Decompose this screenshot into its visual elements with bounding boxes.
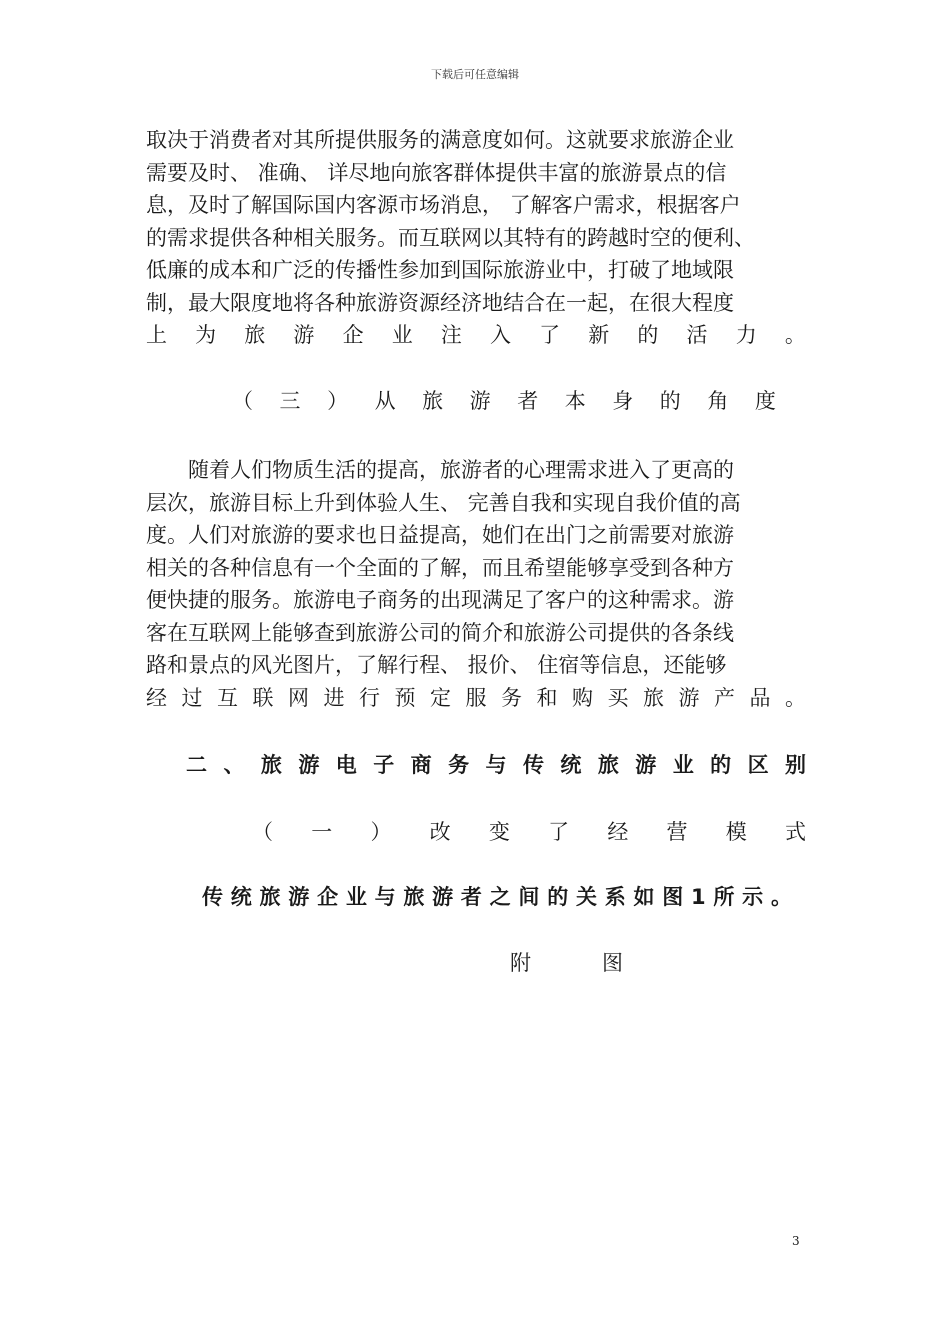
heading-spread: （ 一 ） 改 变 了 经 营 模 式 xyxy=(252,820,806,844)
text-line: 客在互联网上能够查到旅游公司的简介和旅游公司提供的各条线 xyxy=(146,620,734,645)
heading-spread: 传 统 旅 游 企 业 与 旅 游 者 之 间 的 关 系 如 图 1 所 示 。 xyxy=(202,885,792,909)
text-line: 的需求提供各种相关服务。而互联网以其特有的跨越时空的便利、 xyxy=(146,225,755,250)
text-line: 度。人们对旅游的要求也日益提高，她们在出门之前需要对旅游 xyxy=(146,523,734,547)
heading-spread: 附 图 xyxy=(510,951,623,975)
text-line: 需要及时、 准确、 详尽地向旅客群体提供丰富的旅游景点的信 xyxy=(146,160,727,185)
figure-caption xyxy=(510,943,623,983)
text-line: 取决于消费者对其所提供服务的满意度如何。这就要求旅游企业 xyxy=(146,128,734,152)
text-line: 低廉的成本和广泛的传播性参加到国际旅游业中，打破了地域限 xyxy=(146,258,734,282)
text-line: 相关的各种信息有一个全面的了解，而且希望能够享受到各种方 xyxy=(146,555,734,580)
text-line: 息，及时了解国际国内客源市场消息， 了解客户需求，根据客户 xyxy=(146,193,741,217)
paragraph-2 xyxy=(146,454,806,714)
text-line: 层次，旅游目标上升到体验人生、 完善自我和实现自我价值的高 xyxy=(146,490,741,515)
text-line: 经 过 互 联 网 进 行 预 定 服 务 和 购 买 旅 游 产 品 。 xyxy=(146,685,806,710)
page-number: 3 xyxy=(792,1234,800,1248)
text-line: 随着人们物质生活的提高，旅游者的心理需求进入了更高的 xyxy=(146,458,734,482)
bold-statement xyxy=(202,877,792,917)
text-line: 便快捷的服务。旅游电子商务的出现满足了客户的这种需求。游 xyxy=(146,588,734,612)
page-header: 下载后可任意编辑 xyxy=(431,68,519,81)
heading-spread: （ 三 ） 从 旅 游 者 本 身 的 角 度 xyxy=(232,389,776,413)
subsection-heading xyxy=(252,812,806,852)
section-heading-3 xyxy=(232,381,776,421)
heading-spread: 二 、 旅 游 电 子 商 务 与 传 统 旅 游 业 的 区 别 xyxy=(186,753,806,777)
text-line: 制，最大限度地将各种旅游资源经济地结合在一起，在很大程度 xyxy=(146,290,734,315)
text-line: 路和景点的风光图片，了解行程、 报价、 住宿等信息，还能够 xyxy=(146,653,727,677)
text-line: 上 为 旅 游 企 业 注 入 了 新 的 活 力 。 xyxy=(146,323,806,347)
section-heading-2 xyxy=(186,745,806,785)
paragraph-1 xyxy=(146,124,806,352)
